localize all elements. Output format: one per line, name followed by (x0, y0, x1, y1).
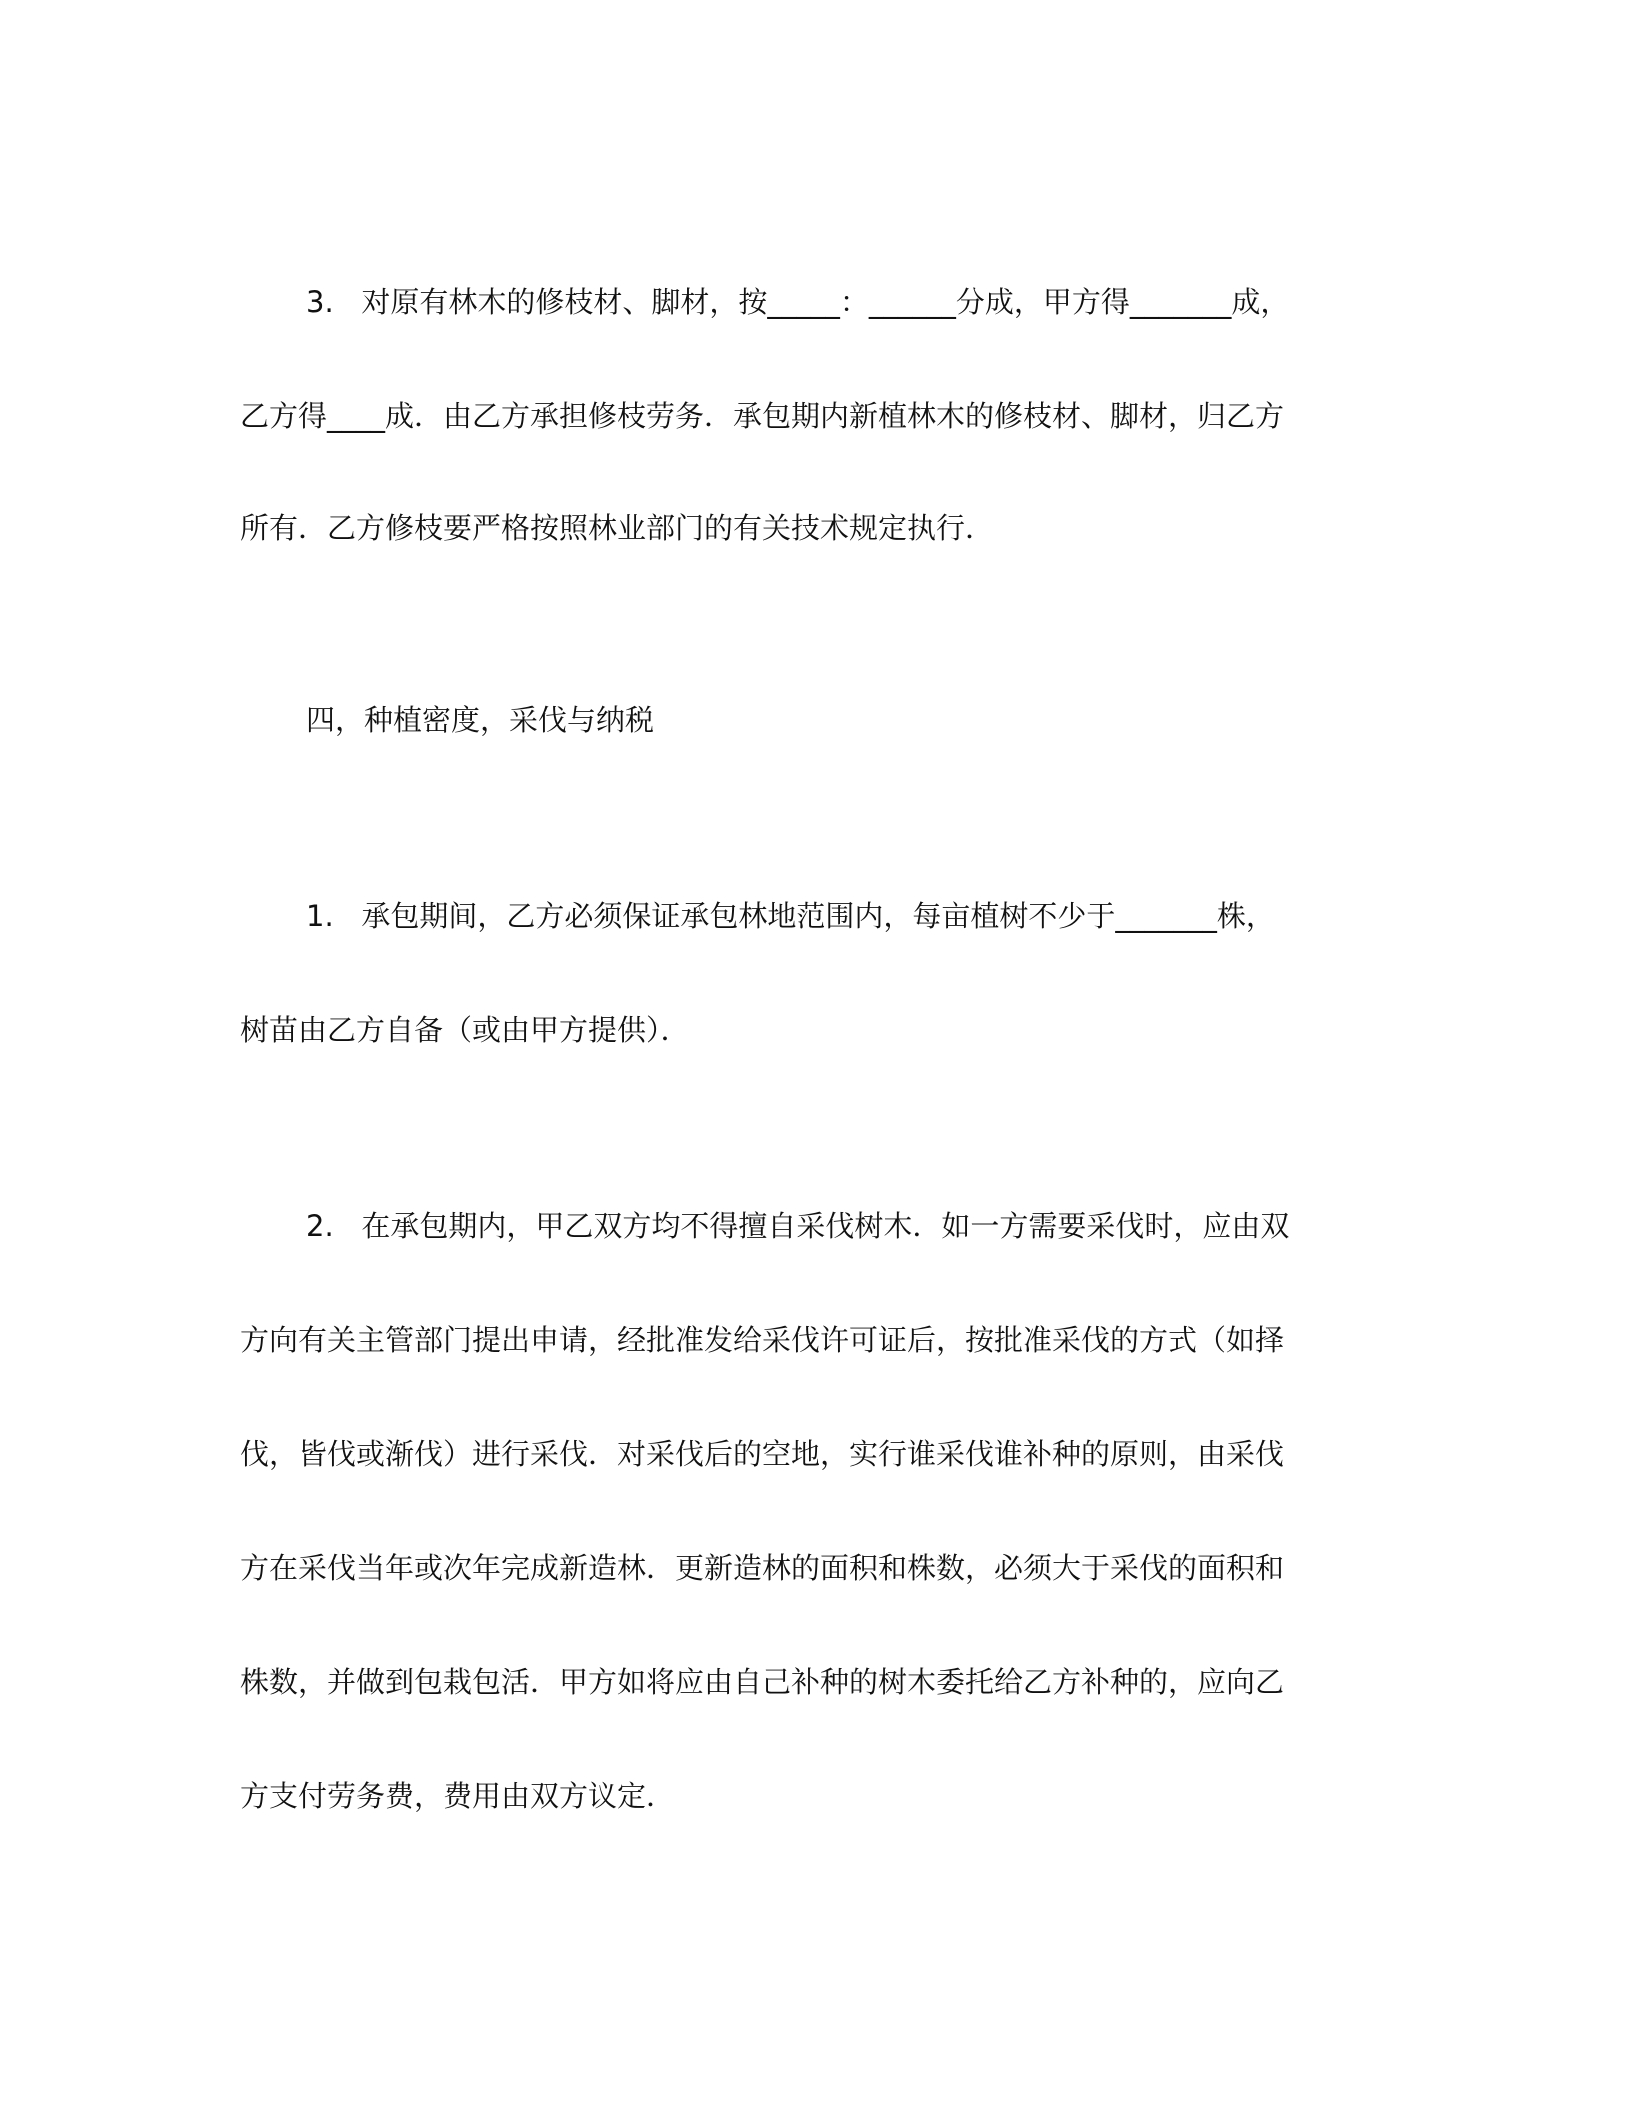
clause-3-line-2: 乙方得____成．由乙方承担修枝劳务．承包期内新植林木的修枝材、脚材，归乙方 (240, 399, 1285, 433)
clause-4-2-line-6: 方支付劳务费，费用由双方议定． (240, 1779, 676, 1813)
clause-3-line-3: 所有．乙方修枝要严格按照林业部门的有关技术规定执行． (240, 511, 995, 545)
clause-4-2-line-1: 2. 在承包期内，甲乙双方均不得擅自采伐树木．如一方需要采伐时，应由双 (306, 1209, 1290, 1243)
clause-4-1-line-1: 1. 承包期间，乙方必须保证承包林地范围内，每亩植树不少于_______株， (306, 899, 1275, 933)
section-4-heading: 四，种植密度，采伐与纳税 (306, 703, 655, 737)
clause-4-2-line-4: 方在采伐当年或次年完成新造林．更新造林的面积和株数，必须大于采伐的面积和 (240, 1551, 1285, 1585)
clause-3-line-1: 3. 对原有林木的修枝材、脚材，按_____：______分成，甲方得_______成， (306, 285, 1290, 319)
clause-4-1-line-2: 树苗由乙方自备（或由甲方提供）． (240, 1013, 690, 1047)
clause-4-2-line-2: 方向有关主管部门提出申请，经批准发给采伐许可证后，按批准采伐的方式（如择 (240, 1323, 1285, 1357)
clause-4-2-line-3: 伐，皆伐或渐伐）进行采伐．对采伐后的空地，实行谁采伐谁补种的原则，由采伐 (240, 1437, 1285, 1471)
clause-4-2-line-5: 株数，并做到包栽包活．甲方如将应由自己补种的树木委托给乙方补种的，应向乙 (240, 1665, 1285, 1699)
